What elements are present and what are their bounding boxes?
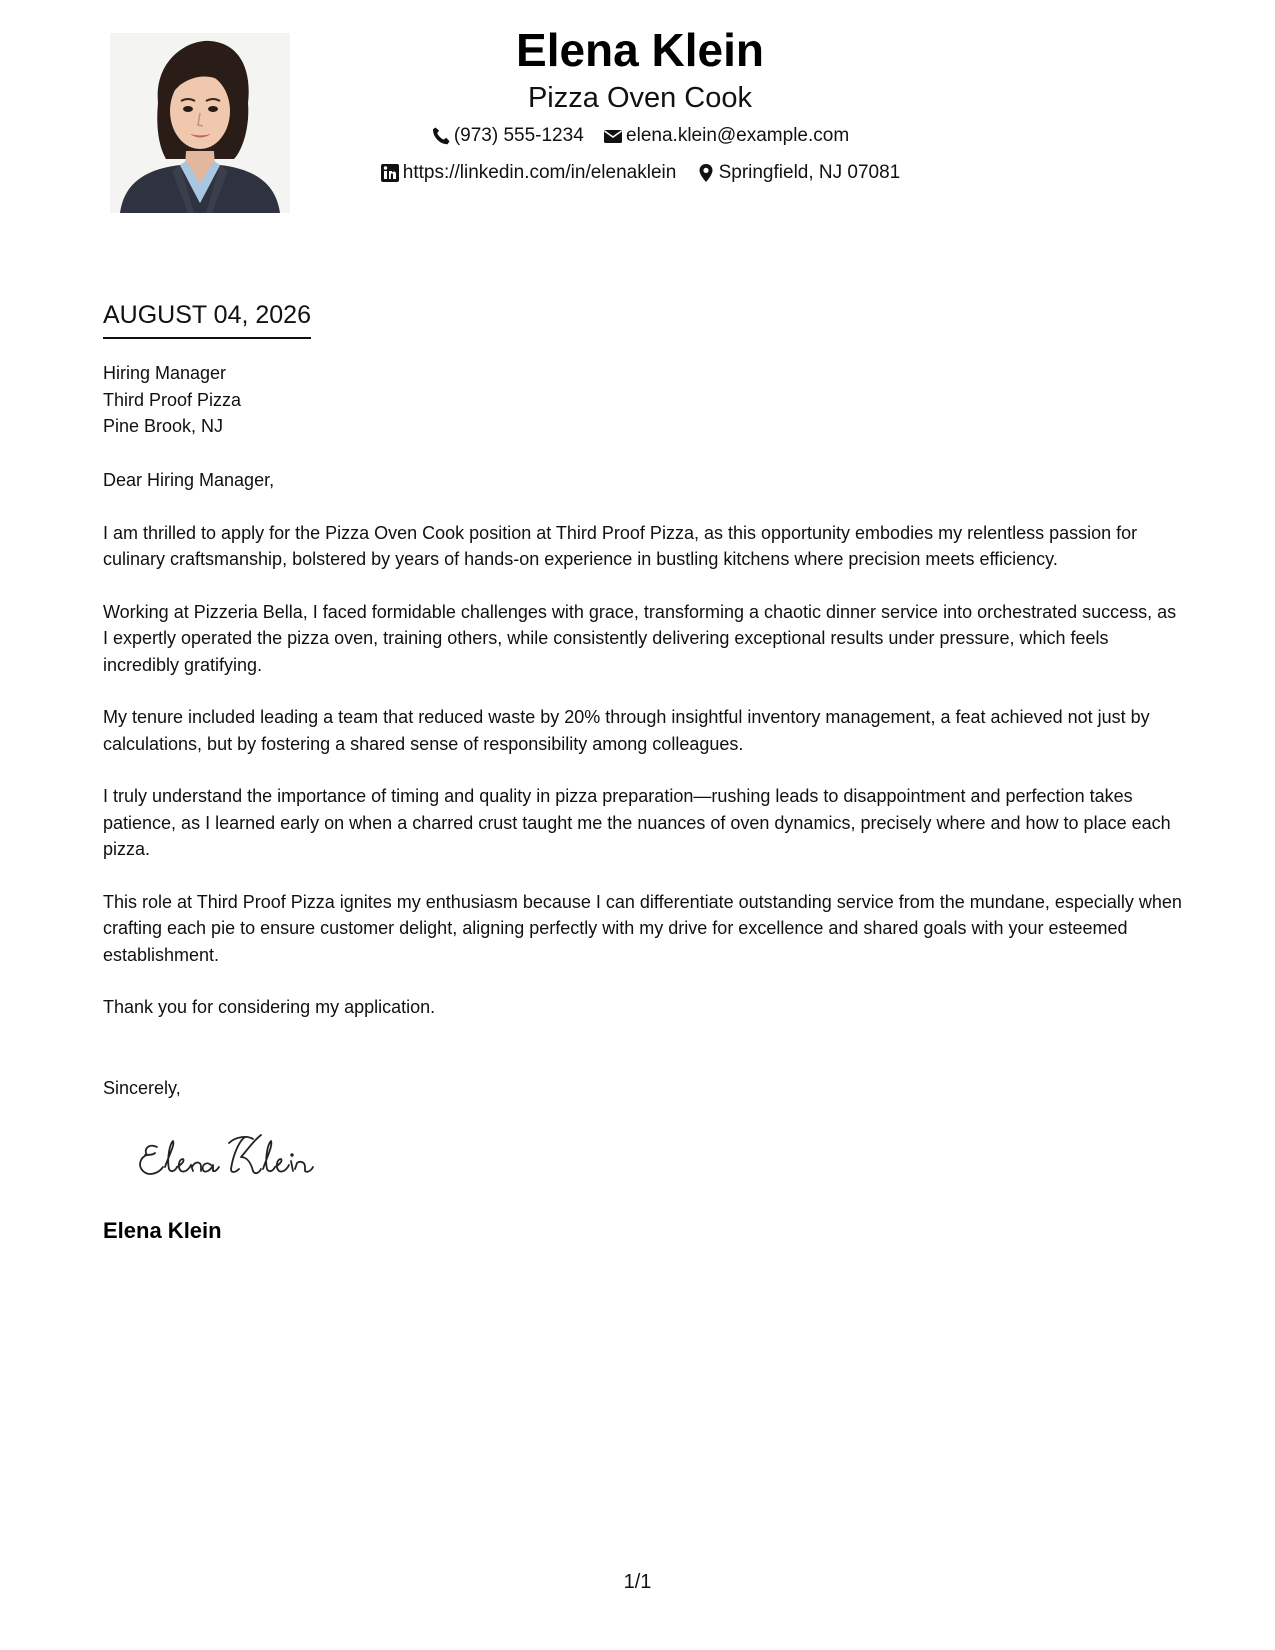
recipient-line: Pine Brook, NJ [103,416,224,436]
applicant-name: Elena Klein [516,24,764,76]
letter-date: AUGUST 04, 2026 [103,299,311,339]
contact-line-primary [330,120,950,157]
salutation: Dear Hiring Manager, [103,470,275,490]
email-text[interactable]: elena.klein@example.com [626,125,850,146]
linkedin-text[interactable]: https://linkedin.com/in/elenaklein [402,162,677,183]
job-title: Pizza Oven Cook [527,82,753,114]
body-paragraph: My tenure included leading a team that reduced waste by 20% through insightful inventory management, a feat achieved not just by calculations, but by fostering a shared sense of responsibility among colleagues. [103,707,1150,754]
contact-location [696,157,901,189]
phone-icon [431,126,451,146]
recipient-line: Hiring Manager [103,363,227,383]
phone-text: (973) 555-1234 [453,125,584,146]
page-number: 1/1 [623,1571,652,1593]
signed-name: Elena Klein [103,1218,222,1243]
contact-email[interactable] [603,120,849,152]
closing: Sincerely, [103,1078,181,1098]
letter-body [103,467,1183,1047]
contact-phone [431,120,584,152]
profile-photo [110,33,290,213]
body-paragraph: This role at Third Proof Pizza ignites my enthusiasm because I can differentiate outstanding service from the mundane, especially when crafting each pie to ensure customer delight, aligning perfectly with my drive for excellence and shared goals with your esteemed establishment. [103,891,1182,965]
letter-header [330,18,950,194]
recipient-line: Third Proof Pizza [103,389,242,410]
contact-line-secondary [330,157,950,194]
body-paragraph: Thank you for considering my application. [103,997,436,1017]
body-paragraph: Working at Pizzeria Bella, I faced formidable challenges with grace, transforming a chaotic dinner service into orchestrated success, as I expertly operated the pizza oven, training others, while consistently delivering exceptional results under pressure, which feels incredibly gratifying. [103,601,1177,675]
contact-linkedin[interactable] [380,157,677,189]
body-paragraph: I am thrilled to apply for the Pizza Oven Cook position at Third Proof Pizza, as this opportunity embodies my relentless passion for culinary craftsmanship, bolstered by years of hands-on experience in bustling kitchens where precision meets efficiency. [103,522,1138,569]
recipient-address [103,360,241,440]
date-block [103,299,311,339]
handwritten-signature [135,1125,335,1195]
body-paragraph: I truly understand the importance of timing and quality in pizza preparation—rushing leads to disappointment and perfection takes patience, as I learned early on when a charred crust taught me the nuances of oven dynamics, precisely where and how to place each pizza. [103,786,1171,859]
location-text: Springfield, NJ 07081 [718,162,901,183]
linkedin-icon [380,163,400,183]
envelope-icon [603,126,623,146]
map-marker-icon [696,163,716,183]
